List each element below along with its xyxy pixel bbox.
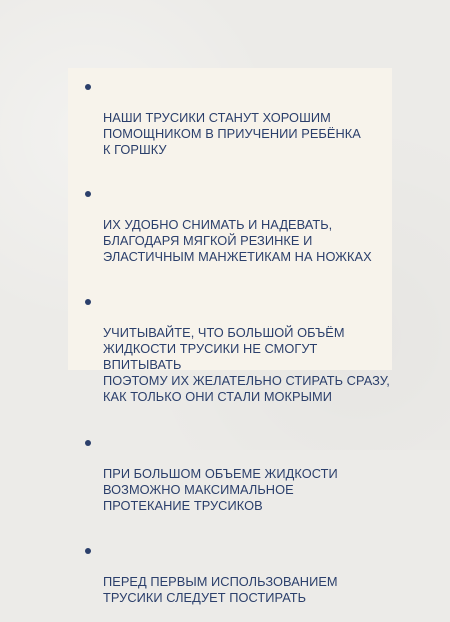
bullet-icon — [85, 440, 91, 446]
bullet-icon — [85, 191, 91, 197]
instruction-item-first-use — [85, 542, 395, 622]
instruction-text: ИХ УДОБНО СНИМАТЬ И НАДЕВАТЬ, БЛАГОДАРЯ МЯГКОЙ РЕЗИНКЕ И ЭЛАСТИЧНЫМ МАНЖЕТИКАМ НА НОЖКАХ — [103, 217, 372, 264]
instruction-text: ПЕРЕД ПЕРВЫМ ИСПОЛЬЗОВАНИЕМ ТРУСИКИ СЛЕДУЕТ ПОСТИРАТЬ — [103, 574, 338, 605]
instruction-item-easy-wear — [85, 185, 395, 281]
instruction-text: ПРИ БОЛЬШОМ ОБЪЕМЕ ЖИДКОСТИ ВОЗМОЖНО МАКСИМАЛЬНОЕ ПРОТЕКАНИЕ ТРУСИКОВ — [103, 466, 338, 513]
instruction-list — [85, 78, 395, 622]
instruction-text: УЧИТЫВАЙТЕ, ЧТО БОЛЬШОЙ ОБЪЁМ ЖИДКОСТИ ТРУСИКИ НЕ СМОГУТ ВПИТЫВАТЬ ПОЭТОМУ ИХ ЖЕЛАТЕЛЬНО СТИРАТЬ СРАЗУ, КАК ТОЛЬКО ОНИ СТАЛИ МОКРЫМИ — [103, 325, 390, 404]
instruction-text: НАШИ ТРУСИКИ СТАНУТ ХОРОШИМ ПОМОЩНИКОМ В ПРИУЧЕНИИ РЕБЁНКА К ГОРШКУ — [103, 110, 361, 157]
instruction-item-toilet-training — [85, 78, 395, 174]
bullet-icon — [85, 548, 91, 554]
bullet-icon — [85, 84, 91, 90]
bullet-icon — [85, 299, 91, 305]
instruction-item-washing-advice — [85, 293, 395, 421]
instruction-item-leak-warning — [85, 434, 395, 530]
